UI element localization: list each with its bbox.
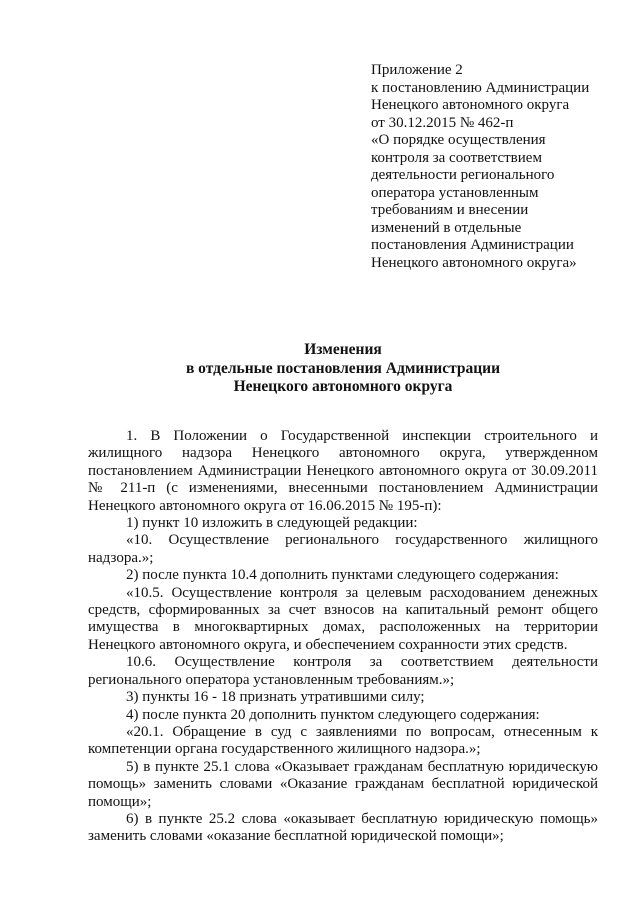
document-title	[88, 341, 598, 397]
paragraph-subitem-5: 5) в пункте 25.1 слова «Оказывает гражданам бесплатную юридическую помощь» заменить словами «Оказание гражданам бесплатной юридической помощи»;	[88, 758, 598, 810]
paragraph-quote-10: «10. Осуществление регионального государственного жилищного надзора.»;	[88, 532, 598, 566]
appendix-line: постановления Администрации	[371, 237, 574, 253]
appendix-line: изменений в отдельные	[371, 219, 522, 236]
paragraph-quote-10-6: 10.6. Осуществление контроля за соответствием деятельности регионального оператора установленным требованиям.»;	[88, 654, 598, 688]
paragraph-quote-10-5: «10.5. Осуществление контроля за целевым расходованием денежных средств, сформированных за счет взносов на капитальный ремонт общего имущества в многоквартирных домах, расположенных на территории Ненецкого автономного округа, и обеспечением сохранности этих средств.	[88, 584, 598, 653]
title-line: в отдельные постановления Администрации	[185, 359, 501, 377]
appendix-line: «О порядке осуществления	[371, 132, 546, 148]
document-body	[88, 428, 598, 846]
appendix-line: Ненецкого автономного округа	[371, 97, 570, 113]
paragraph-subitem-4: 4) после пункта 20 дополнить пунктом следующего содержания:	[126, 706, 540, 723]
paragraph-quote-20-1: «20.1. Обращение в суд с заявлениями по вопросам, отнесенным к компетенции органа государственного жилищного надзора.»;	[88, 723, 598, 758]
appendix-line: к постановлению Администрации	[371, 79, 590, 96]
appendix-line: требованиям и внесении	[371, 202, 529, 218]
appendix-line: Приложение 2	[371, 62, 463, 78]
appendix-line: контроля за соответствием	[371, 149, 542, 166]
appendix-line: Ненецкого автономного округа»	[371, 254, 577, 271]
paragraph-subitem-2: 2) после пункта 10.4 дополнить пунктами следующего содержания:	[126, 567, 559, 584]
paragraph-subitem-6: 6) в пункте 25.2 слова «оказывает бесплатную юридическую помощь» заменить словами «оказание бесплатной юридической помощи»;	[88, 810, 598, 845]
appendix-line: оператора установленным	[371, 184, 539, 201]
appendix-header	[371, 62, 621, 272]
paragraph-subitem-3: 3) пункты 16 - 18 признать утратившими силу;	[126, 689, 425, 706]
paragraph-item-1: 1. В Положении о Государственной инспекции строительного и жилищного надзора Ненецкого автономного округа, утвержденном постановлением Администрации Ненецкого автономного округа от 30.09.2011 № 211-п (с изменениями, внесенными постановлением Администрации Ненецкого автономного округа от 16.06.2015 № 195-п):	[88, 428, 598, 514]
title-line: Изменения	[304, 341, 382, 358]
paragraph-subitem-1: 1) пункт 10 изложить в следующей редакции:	[126, 515, 418, 532]
appendix-line: от 30.12.2015 № 462-п	[371, 114, 514, 131]
title-line: Ненецкого автономного округа	[233, 378, 453, 395]
appendix-line: деятельности регионального	[371, 167, 555, 183]
